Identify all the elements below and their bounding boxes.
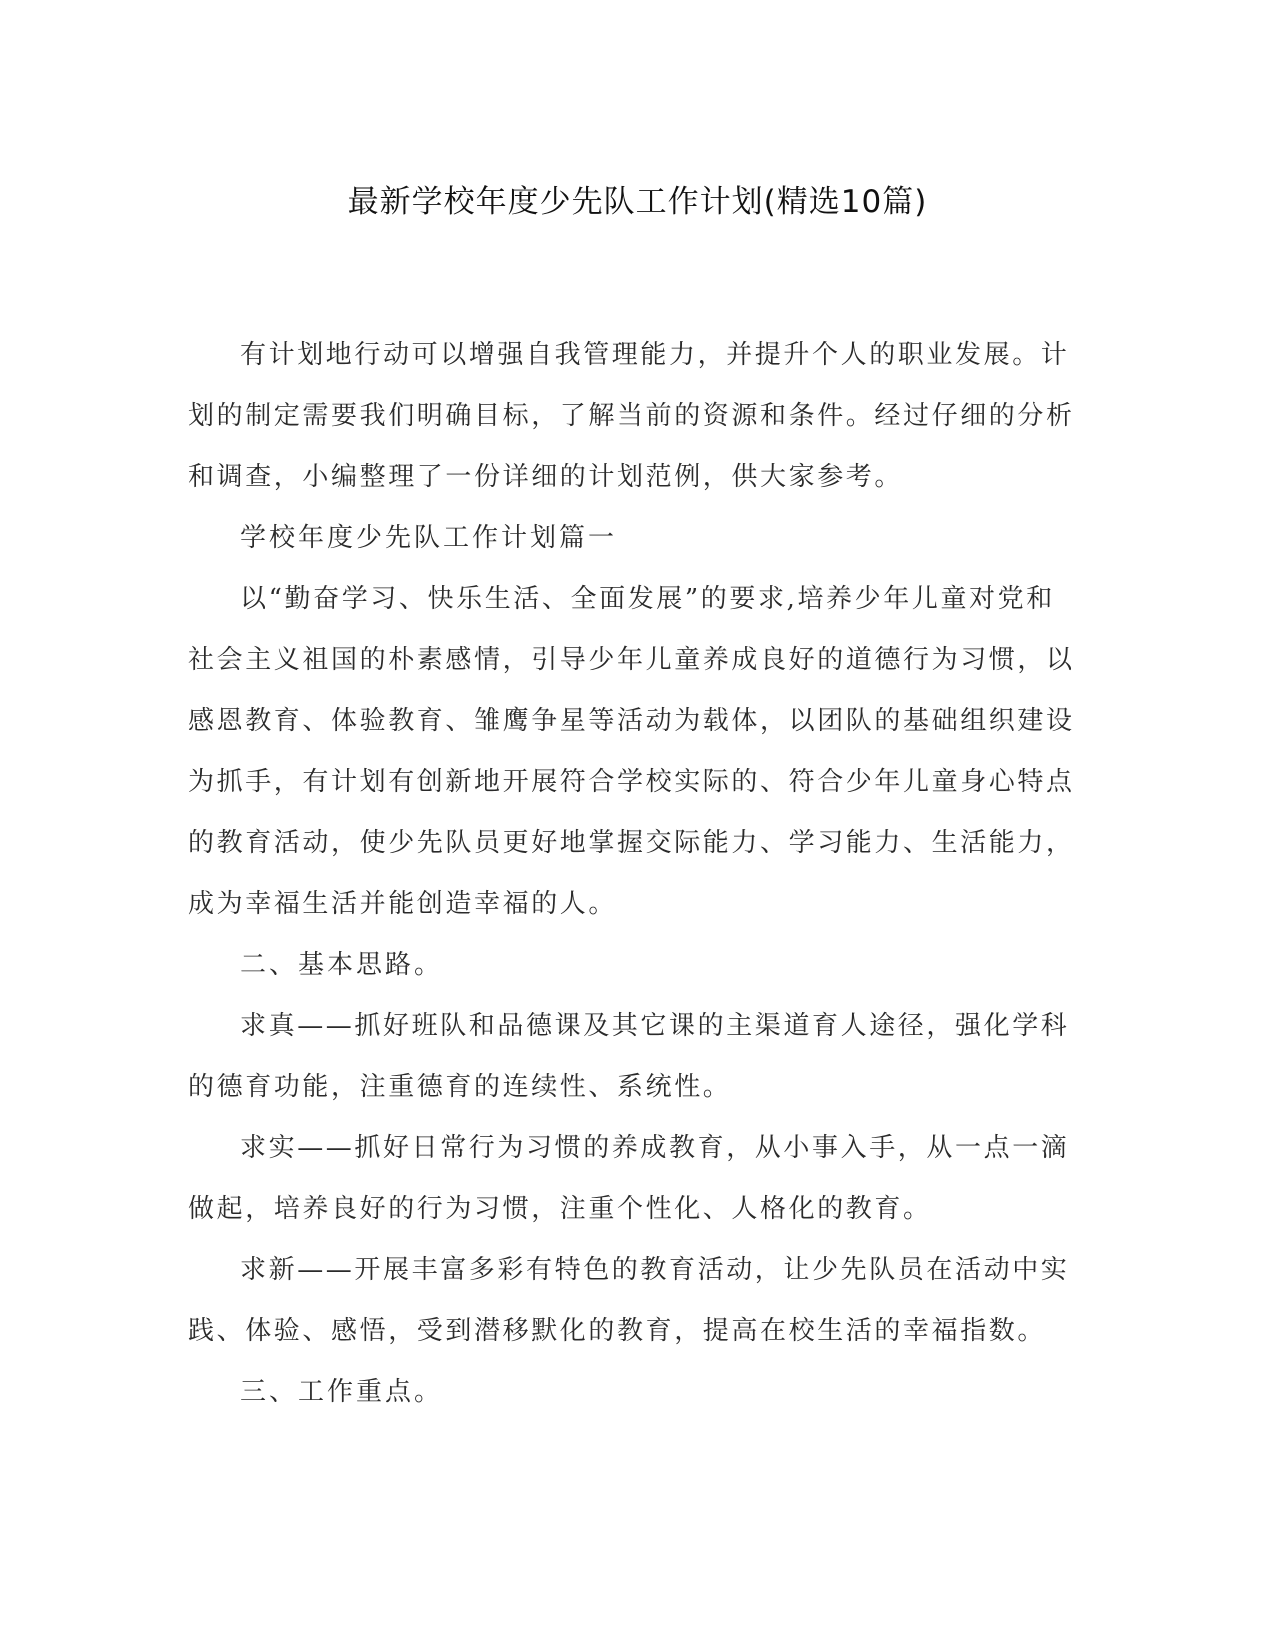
section-heading-part-one: 学校年度少先队工作计划篇一 (240, 523, 618, 553)
section-heading-basic-ideas: 二、基本思路。 (240, 950, 444, 980)
guiding-ideology-paragraph: 以“勤奋学习、快乐生活、全面发展”的要求,培养少年儿童对党和社会主义祖国的朴素感情，引导少年儿童养成良好的道德行为习惯，以感恩教育、体验教育、雏鹰争星等活动为载体，以团队的基础组织建设为抓手，有计划有创新地开展符合学校实际的、符合少年儿童身心特点的教育活动，使少先队员更好地掌握交际能力、学习能力、生活能力，成为幸福生活并能创造幸福的人。 (188, 584, 1075, 919)
document-title: 最新学校年度少先队工作计划(精选10篇) (347, 184, 928, 220)
seek-truth-paragraph: 求真——抓好班队和品德课及其它课的主渠道育人途径，强化学科的德育功能，注重德育的连续性、系统性。 (188, 1011, 1070, 1102)
seek-practicality-paragraph: 求实——抓好日常行为习惯的养成教育，从小事入手，从一点一滴做起，培养良好的行为习惯，注重个性化、人格化的教育。 (188, 1133, 1070, 1224)
seek-innovation-paragraph: 求新——开展丰富多彩有特色的教育活动，让少先队员在活动中实践、体验、感悟，受到潜移默化的教育，提高在校生活的幸福指数。 (188, 1255, 1070, 1346)
document-body (188, 325, 1078, 1423)
intro-paragraph: 有计划地行动可以增强自我管理能力，并提升个人的职业发展。计划的制定需要我们明确目标，了解当前的资源和条件。经过仔细的分析和调查，小编整理了一份详细的计划范例，供大家参考。 (188, 340, 1075, 492)
section-heading-work-focus: 三、工作重点。 (240, 1377, 444, 1407)
